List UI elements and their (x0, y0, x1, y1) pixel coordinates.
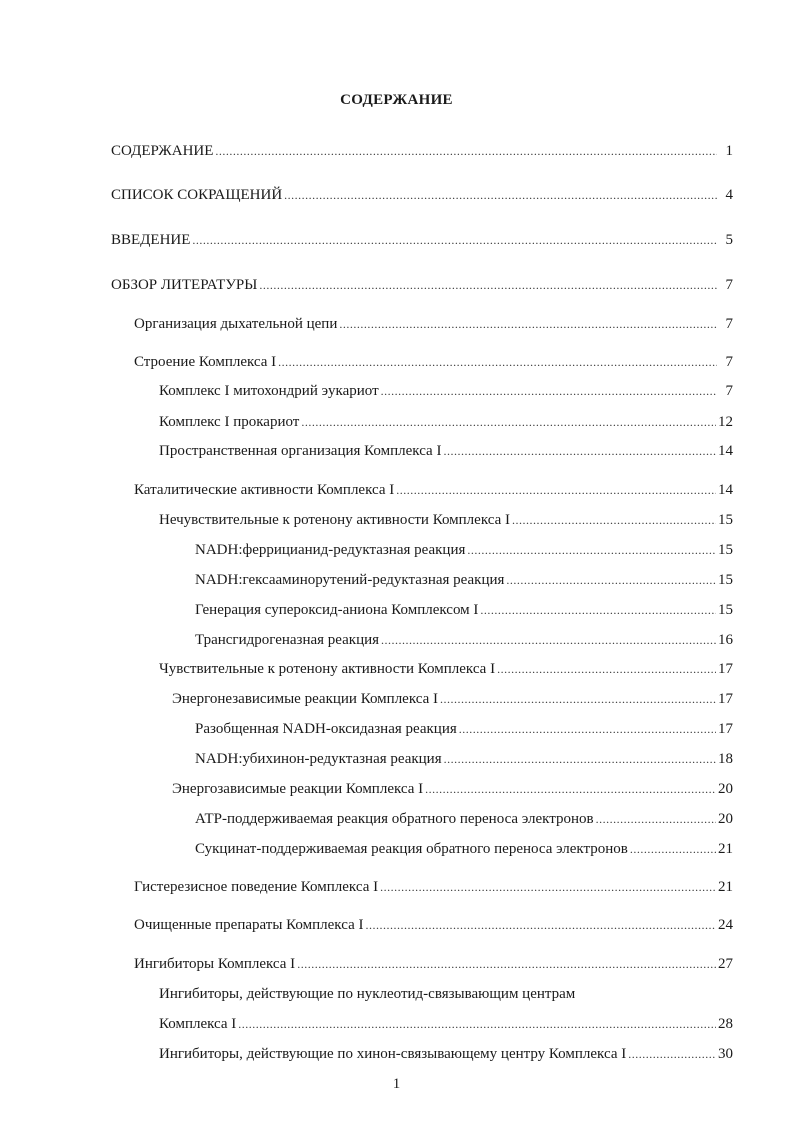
toc-entry[interactable] (134, 914, 733, 936)
toc-leader-dots (443, 440, 716, 462)
toc-entry-page: 7 (725, 383, 733, 399)
toc-entry[interactable] (195, 539, 733, 561)
toc-entry-label: СОДЕРЖАНИЕ (111, 143, 214, 159)
toc-leader-dots (444, 748, 716, 770)
toc-entry-page: 4 (725, 187, 733, 203)
toc-entry[interactable] (195, 838, 733, 860)
toc-entry[interactable] (159, 509, 733, 531)
toc-entry-page: 16 (718, 632, 733, 648)
toc-entry-label: Ингибиторы, действующие по хинон-связывающему центру Комплекса I (159, 1046, 627, 1062)
toc-entry-label: NADH:убихинон-редуктазная реакция (195, 751, 442, 767)
toc-entry-continued[interactable]: Ингибиторы, действующие по нуклеотид-связывающим центрам (159, 986, 576, 1002)
toc-entry-page: 20 (718, 781, 733, 797)
toc-entry-page: 7 (725, 316, 733, 332)
toc-leader-dots (467, 539, 716, 561)
toc-entry-label: Нечувствительные к ротенону активности Комплекса I (159, 512, 510, 528)
toc-leader-dots (192, 229, 717, 251)
toc-leader-dots (297, 953, 716, 975)
toc-leader-dots (278, 351, 717, 373)
toc-leader-dots (215, 140, 717, 162)
toc-leader-dots (301, 411, 716, 433)
toc-entry-page: 7 (725, 354, 733, 370)
toc-entry-page: 15 (718, 542, 733, 558)
toc-entry[interactable] (111, 274, 733, 296)
toc-entry-page: 15 (718, 602, 733, 618)
toc-entry-page: 17 (718, 721, 733, 737)
toc-leader-dots (238, 1013, 716, 1035)
toc-leader-dots (497, 658, 716, 680)
toc-entry-label: Разобщенная NADH-оксидазная реакция (195, 721, 457, 737)
toc-entry-page: 27 (718, 956, 733, 972)
toc-leader-dots (259, 274, 717, 296)
toc-entry[interactable] (195, 748, 733, 770)
toc-entry[interactable] (134, 953, 733, 975)
toc-leader-dots (506, 569, 716, 591)
toc-entry[interactable] (159, 1043, 733, 1065)
toc-leader-dots (380, 876, 716, 898)
toc-entry[interactable] (134, 313, 733, 335)
toc-leader-dots (459, 718, 716, 740)
page-number: 1 (392, 1076, 401, 1092)
toc-entry-page: 15 (718, 512, 733, 528)
toc-leader-dots (381, 380, 717, 402)
toc-entry-page: 14 (718, 482, 733, 498)
toc-entry[interactable] (159, 380, 733, 402)
toc-entry-page: 1 (725, 143, 733, 159)
toc-entry-label: NADH:гексааминорутений-редуктазная реакция (195, 572, 505, 588)
toc-entry-page: 30 (718, 1046, 733, 1062)
toc-entry-label: Строение Комплекса I (134, 354, 277, 370)
toc-leader-dots (628, 1043, 716, 1065)
toc-entry[interactable] (111, 229, 733, 251)
toc-leader-dots (284, 184, 717, 206)
toc-entry-page: 17 (718, 661, 733, 677)
toc-entry-label: ОБЗОР ЛИТЕРАТУРЫ (111, 277, 258, 293)
toc-entry-page: 14 (718, 443, 733, 459)
toc-entry[interactable] (159, 658, 733, 680)
toc-entry[interactable] (195, 599, 733, 621)
toc-entry-page: 15 (718, 572, 733, 588)
toc-entry-page: 5 (725, 232, 733, 248)
toc-leader-dots (365, 914, 716, 936)
toc-entry-label: Организация дыхательной цепи (134, 316, 338, 332)
toc-entry[interactable] (195, 569, 733, 591)
toc-entry[interactable] (172, 778, 733, 800)
toc-leader-dots (425, 778, 716, 800)
toc-leader-dots (596, 808, 716, 830)
toc-entry-label: Ингибиторы Комплекса I (134, 956, 296, 972)
toc-leader-dots (480, 599, 716, 621)
toc-leader-dots (440, 688, 716, 710)
toc-entry-label: СПИСОК СОКРАЩЕНИЙ (111, 187, 283, 203)
toc-entry-page: 21 (718, 879, 733, 895)
toc-entry-label: Пространственная организация Комплекса I (159, 443, 442, 459)
toc-entry-page: 18 (718, 751, 733, 767)
toc-entry-label: Генерация супероксид-аниона Комплексом I (195, 602, 479, 618)
toc-entry-page: 24 (718, 917, 733, 933)
toc-entry-label: Каталитические активности Комплекса I (134, 482, 395, 498)
toc-entry-label: Гистерезисное поведение Комплекса I (134, 879, 379, 895)
toc-leader-dots (630, 838, 716, 860)
toc-entry-page: 20 (718, 811, 733, 827)
toc-entry-label: Трансгидрогеназная реакция (195, 632, 380, 648)
toc-entry[interactable] (134, 351, 733, 373)
toc-entry[interactable] (195, 808, 733, 830)
toc-entry-page: 21 (718, 841, 733, 857)
toc-entry[interactable] (134, 479, 733, 501)
toc-entry[interactable] (134, 876, 733, 898)
toc-entry-label: АТР-поддерживаемая реакция обратного переноса электронов (195, 811, 594, 827)
toc-entry-label: Сукцинат-поддерживаемая реакция обратного переноса электронов (195, 841, 628, 857)
page-title: СОДЕРЖАНИЕ (340, 92, 453, 108)
toc-entry-page: 17 (718, 691, 733, 707)
toc-entry-label: Комплекса I (159, 1016, 237, 1032)
toc-entry-label: Очищенные препараты Комплекса I (134, 917, 364, 933)
toc-leader-dots (381, 629, 716, 651)
toc-entry-label: Чувствительные к ротенону активности Комплекса I (159, 661, 496, 677)
toc-entry[interactable] (111, 140, 733, 162)
toc-entry-label: NADH:феррицианид-редуктазная реакция (195, 542, 466, 558)
toc-entry-page: 7 (725, 277, 733, 293)
toc-entry[interactable] (111, 184, 733, 206)
toc-entry-label: Энергонезависимые реакции Комплекса I (172, 691, 439, 707)
toc-entry-label: Комплекс I прокариот (159, 414, 300, 430)
toc-leader-dots (512, 509, 716, 531)
toc-entry-label: Энергозависимые реакции Комплекса I (172, 781, 424, 797)
toc-entry[interactable] (159, 1013, 733, 1035)
toc-entry-label: ВВЕДЕНИЕ (111, 232, 191, 248)
toc-leader-dots (396, 479, 716, 501)
toc-entry[interactable] (159, 440, 733, 462)
toc-entry[interactable] (195, 718, 733, 740)
toc-entry-label: Комплекс I митохондрий эукариот (159, 383, 379, 399)
toc-entry-page: 28 (718, 1016, 733, 1032)
toc-entry[interactable] (172, 688, 733, 710)
toc-entry-page: 12 (718, 414, 733, 430)
toc-entry[interactable] (195, 629, 733, 651)
toc-leader-dots (339, 313, 717, 335)
toc-entry[interactable] (159, 411, 733, 433)
